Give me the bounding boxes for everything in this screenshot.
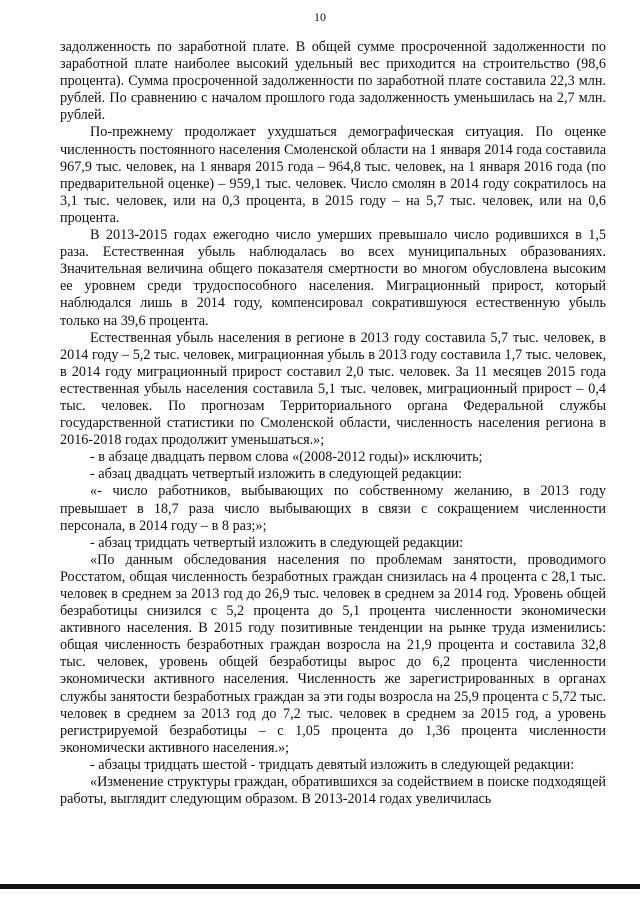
paragraph: «По данным обследования населения по проблемам занятости, проводимого Росстатом, общая численность безработных граждан снизилась на 4 процента с 28,1 тыс. человек в среднем за 2013 год до 26,9 тыс. человек в среднем за 2014 год. Уровень общей безработицы снизился с 5,2 процента до 5,1 процента численности экономически активного населения. В 2015 году позитивные тенденции на рынке труда изменились: общая численность безработных граждан возросла на 21,9 процента и составила 32,8 тыс. человек, уровень общей безработицы вырос до 6,2 процента численности экономически активного населения. Численность же зарегистрированных в органах службы занятости безработных граждан за эти годы возросла на 25,9 процента с 5,72 тыс. человек в среднем за 2013 год до 7,2 тыс. человек в среднем за 2015 год, а уровень регистрируемой безработицы – с 1,05 процента до 1,36 процента численности экономически активного населения.»; — [60, 551, 606, 756]
document-body — [60, 39, 606, 808]
paragraph: - абзацы тридцать шестой - тридцать девятый изложить в следующей редакции: — [90, 756, 575, 773]
paragraph: задолженность по заработной плате. В общей сумме просроченной задолженности по заработной плате наиболее высокий удельный вес приходится на строительство (98,6 процента). Сумма просроченной задолженности по заработной плате составила 22,3 млн. рублей. По сравнению с началом прошлого года задолженность уменьшилась на 2,7 млн. рублей. — [60, 39, 606, 124]
paragraph: В 2013-2015 годах ежегодно число умерших превышало число родившихся в 1,5 раза. Естественная убыль наблюдалась во всех муниципальных образованиях. Значительная величина общего показателя смертности во многом обусловлена высоким ее уровнем среди трудоспособного населения. Миграционный прирост, который наблюдался лишь в 2014 году, компенсировал сократившуюся естественную убыль только на 39,6 процента. — [60, 227, 606, 329]
paragraph: «- число работников, выбывающих по собственному желанию, в 2013 году превышает в 18,7 раза число выбывающих в связи с сокращением численности персонала, в 2014 году – в 8 раз;»; — [60, 483, 606, 534]
paragraph: По-прежнему продолжает ухудшаться демографическая ситуация. По оценке численность постоянного населения Смоленской области на 1 января 2014 года составила 967,9 тыс. человек, на 1 января 2015 года – 964,8 тыс. человек, на 1 января 2016 года (по предварительной оценке) – 959,1 тыс. человек. Число смолян в 2014 году сократилось на 3,1 тыс. человек, или на 0,3 процента, в 2015 году – на 5,7 тыс. человек, или на 0,6 процента. — [60, 124, 606, 226]
paragraph: Естественная убыль населения в регионе в 2013 году составила 5,7 тыс. человек, в 2014 году – 5,2 тыс. человек, миграционная убыль в 2013 году составила 1,7 тыс. человек, в 2014 году миграционный прирост составил 2,0 тыс. человек. За 11 месяцев 2015 года естественная убыль населения составила 5,1 тыс. человек, миграционный прирост – 0,4 тыс. человек. По прогнозам Территориального органа Федеральной службы государственной статистики по Смоленской области, численность населения региона в 2016-2018 годах продолжит уменьшаться.»; — [60, 329, 606, 449]
paragraph: «Изменение структуры граждан, обратившихся за содействием в поиске подходящей работы, выглядит следующим образом. В 2013-2014 годах увеличилась — [60, 774, 606, 808]
bottom-rule — [0, 884, 640, 889]
page-number: 10 — [314, 10, 326, 24]
paragraph: - абзац двадцать четвертый изложить в следующей редакции: — [90, 466, 463, 483]
paragraph: - в абзаце двадцать первом слова «(2008-2012 годы)» исключить; — [90, 449, 483, 466]
paragraph: - абзац тридцать четвертый изложить в следующей редакции: — [90, 534, 464, 551]
